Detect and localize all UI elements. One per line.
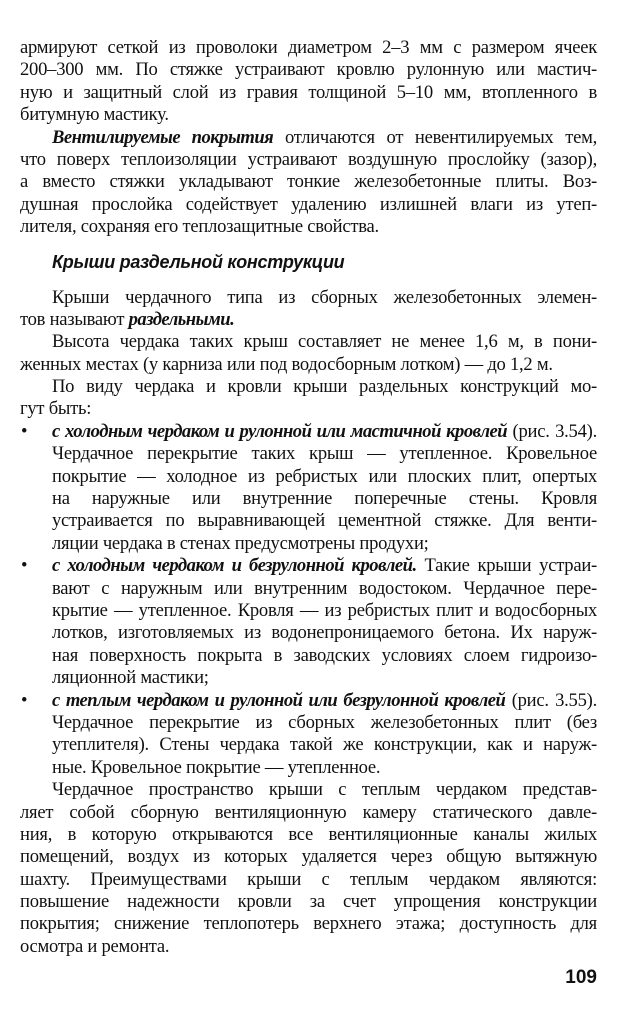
text-line (20, 936, 597, 958)
text-run: а вместо стяжки укладывают тонкие железобетонные плиты. Воз- (20, 171, 597, 193)
paragraph (20, 37, 597, 127)
text-line (20, 578, 597, 600)
text-line (20, 600, 597, 622)
bullet-item (20, 690, 597, 780)
emphasized-term: Вентилируемые покрытия (52, 126, 274, 148)
text-line (20, 555, 597, 577)
text-run: гут быть: (20, 398, 92, 420)
text-line (20, 149, 597, 171)
text-line (20, 645, 597, 667)
bullet-item (20, 555, 597, 689)
bullet-icon: • (21, 555, 28, 577)
text-line (20, 354, 597, 376)
text-line (20, 59, 597, 81)
page-number: 109 (565, 967, 597, 988)
text-line (20, 104, 597, 126)
page-body (20, 37, 597, 958)
text-run: (рис. 3.54). (507, 420, 597, 442)
text-run: вают с наружным или внутренним водостоком. Чердачное пере- (52, 577, 597, 599)
text-line (20, 757, 597, 779)
paragraph (20, 287, 597, 332)
text-run: повышение надежности кровли за счет упрощения конструкции (20, 891, 597, 913)
bullet-icon: • (21, 420, 28, 442)
text-line (20, 824, 597, 846)
text-run: армируют сеткой из проволоки диаметром 2–3 мм с размером ячеек (20, 37, 597, 58)
text-line (20, 127, 597, 149)
text-run: ния, в которую открываются все вентиляционные каналы жилых (20, 823, 597, 845)
bullet-item (20, 421, 597, 555)
text-line (20, 533, 597, 555)
text-run: Чердачное перекрытие из сборных железобетонных плит (без (52, 711, 597, 733)
text-section-intro (20, 37, 597, 239)
paragraph (20, 376, 597, 421)
text-run: лотков, изготовляемых из водонепроницаемого бетона. Их наруж- (52, 622, 597, 644)
text-line (20, 216, 597, 238)
text-line (20, 309, 597, 331)
text-line (20, 194, 597, 216)
text-run: покрытие — холодное из ребристых или плоских плит, опертых (52, 465, 597, 487)
text-run: Крыши чердачного типа из сборных железобетонных элемен- (52, 286, 597, 308)
text-line (20, 734, 597, 756)
text-line (20, 667, 597, 689)
text-run: что поверх теплоизоляции устраивают воздушную прослойку (зазор), (20, 148, 597, 170)
text-line (20, 891, 597, 913)
paragraph (20, 331, 597, 376)
text-line (20, 331, 597, 353)
text-run: покрытия; снижение теплопотерь верхнего этажа; доступность для (20, 913, 597, 935)
bullet-icon: • (21, 689, 28, 711)
text-line (20, 398, 597, 420)
text-run: битумную мастику. (20, 104, 169, 126)
text-run: ляции чердака в стенах предусмотрены продухи; (52, 532, 429, 554)
text-run: 200–300 мм. По стяжке устраивают кровлю рулонную или мастич- (20, 59, 597, 81)
text-line (20, 421, 597, 443)
text-run: ные. Кровельное покрытие — утепленное. (52, 756, 381, 778)
text-run: Чердачное перекрытие таких крыш — утепленное. Кровельное (52, 443, 597, 465)
text-line (20, 82, 597, 104)
emphasized-term: с теплым чердаком и рулонной или безрулонной кровлей (52, 689, 506, 711)
text-line (20, 869, 597, 891)
paragraph (20, 127, 597, 239)
text-run: устраивается по выравнивающей цементной стяжке. Для венти- (52, 510, 597, 532)
text-line (20, 37, 597, 59)
text-run: ляционной мастики; (52, 667, 209, 689)
text-line (20, 287, 597, 309)
text-run: лителя, сохраняя его теплозащитные свойства. (20, 216, 379, 238)
text-run: Такие крыши устраи- (416, 555, 597, 577)
text-line (20, 846, 597, 868)
text-run: (рис. 3.55). (505, 689, 597, 711)
text-line (20, 376, 597, 398)
text-run: на наружные или внутренние поперечные стены. Кровля (52, 488, 597, 510)
text-line (20, 443, 597, 465)
text-run: утеплителя). Стены чердака такой же конструкции, как и наруж- (52, 734, 597, 756)
text-run: женных местах (у карниза или под водосборным лотком) — до 1,2 м. (20, 353, 553, 375)
text-line (20, 913, 597, 935)
text-run: шахту. Преимуществами крыши с теплым чердаком являются: (20, 868, 597, 890)
text-run: помещений, воздух из которых удаляется через общую вытяжную (20, 846, 597, 868)
emphasized-term: раздельными. (128, 308, 235, 330)
text-line (20, 488, 597, 510)
section-heading: Крыши раздельной конструкции (52, 251, 345, 272)
text-run: отличаются от невентилируемых тем, (273, 126, 597, 148)
text-line (20, 779, 597, 801)
text-run: душная прослойка содействует удалению излишней влаги из утеп- (20, 193, 597, 215)
text-run: осмотра и ремонта. (20, 935, 170, 957)
text-line (20, 466, 597, 488)
paragraph (20, 779, 597, 958)
text-run: ляет собой сборную вентиляционную камеру статического давле- (20, 801, 597, 823)
text-line (20, 712, 597, 734)
text-line (20, 690, 597, 712)
text-run: По виду чердака и кровли крыши раздельных конструкций мо- (52, 376, 597, 398)
text-run: Высота чердака таких крыш составляет не менее 1,6 м, в пони- (52, 331, 597, 353)
text-run: ная поверхность покрыта в заводских условиях слоем гидроизо- (52, 644, 597, 666)
text-run: тов называют (20, 308, 129, 330)
text-run: Чердачное пространство крыши с теплым чердаком представ- (52, 779, 597, 801)
text-run: крытие — утепленное. Кровля — из ребристых плит и водосборных (52, 599, 597, 621)
emphasized-term: с холодным чердаком и рулонной или мастичной кровлей (52, 420, 508, 442)
text-line (20, 622, 597, 644)
text-run: ную и защитный слой из гравия толщиной 5–10 мм, втопленного в (20, 81, 597, 103)
text-section-split-roofs (20, 287, 597, 959)
text-line (20, 171, 597, 193)
text-line (20, 510, 597, 532)
emphasized-term: с холодным чердаком и безрулонной кровлей. (52, 555, 417, 577)
text-line (20, 802, 597, 824)
